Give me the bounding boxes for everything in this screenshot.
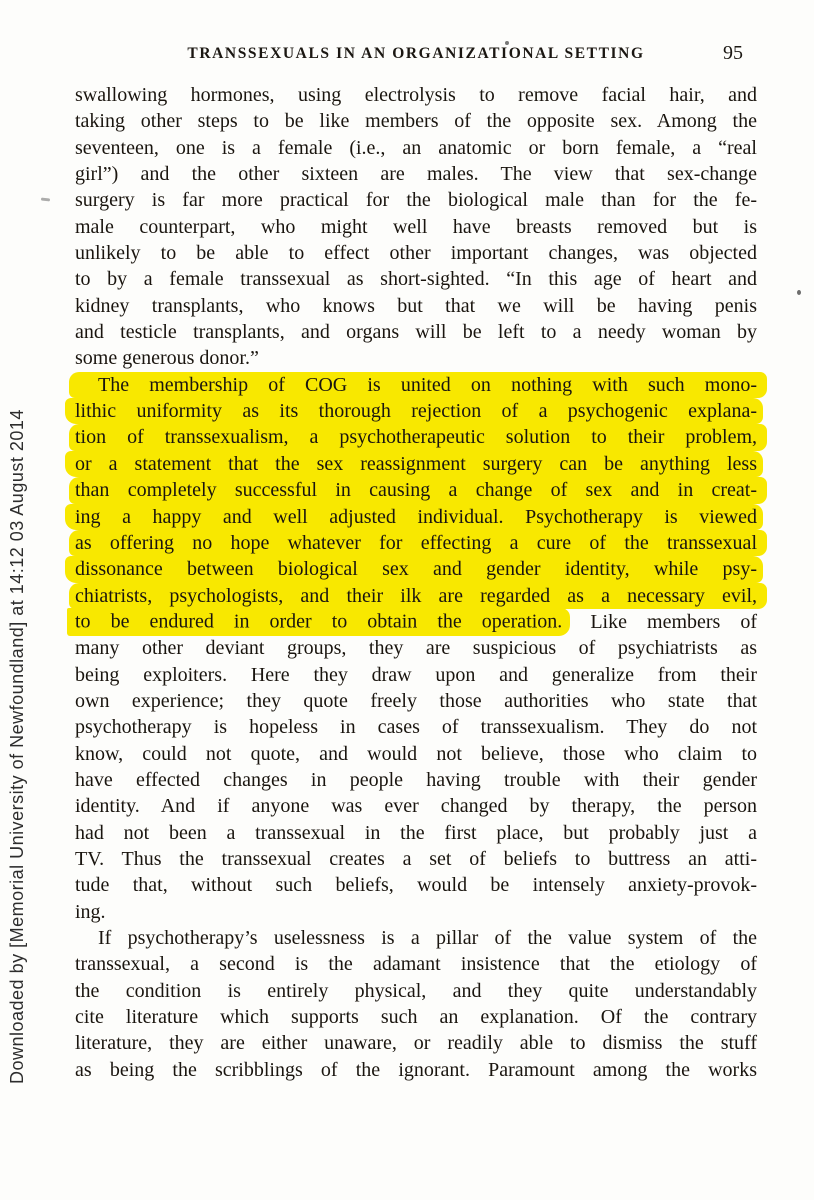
text-line: ing. bbox=[75, 900, 106, 923]
text-line bbox=[75, 609, 757, 635]
highlighted-text-line: dissonance between biological sex and gender identity, while psy- bbox=[65, 556, 763, 582]
highlighted-text-line: or a statement that the sex reassignment surgery can be anything less bbox=[65, 451, 763, 477]
page-number: 95 bbox=[723, 42, 743, 64]
text-line: swallowing hormones, using electrolysis to remove facial hair, and bbox=[75, 84, 757, 106]
text-line: and testicle transplants, and organs will be left to a needy woman by bbox=[75, 321, 757, 344]
scan-artifact-dash bbox=[41, 198, 50, 202]
text-line: TV. Thus the transsexual creates a set of beliefs to buttress an atti- bbox=[75, 847, 757, 870]
highlighted-text: to be endured in order to obtain the operation. bbox=[67, 608, 570, 636]
text-line: own experience; they quote freely those authorities who state that bbox=[75, 689, 757, 712]
download-watermark: Downloaded by [Memorial University of Newfoundland] at 14:12 03 August 2014 bbox=[7, 409, 27, 1084]
running-header bbox=[75, 42, 757, 64]
running-header-title: TRANSSEXUALS IN AN ORGANIZATIONAL SETTING bbox=[187, 45, 645, 62]
scan-artifact-dot bbox=[797, 290, 801, 295]
body-text bbox=[75, 82, 757, 1083]
scan-artifact-dot bbox=[77, 1046, 80, 1049]
text-line: male counterpart, who might well have breasts removed but is bbox=[75, 215, 757, 238]
text-line: many other deviant groups, they are suspicious of psychiatrists as bbox=[75, 637, 757, 660]
text-line: taking other steps to be like members of the opposite sex. Among the bbox=[75, 110, 757, 133]
highlighted-text-line: lithic uniformity as its thorough rejection of a psychogenic explana- bbox=[65, 398, 763, 424]
highlighted-text-line: The membership of COG is united on nothing with such mono- bbox=[69, 372, 767, 398]
text-line: cite literature which supports such an explanation. Of the contrary bbox=[75, 1006, 757, 1029]
highlighted-text-line: than completely successful in causing a change of sex and in creat- bbox=[69, 477, 767, 503]
text-line: literature, they are either unaware, or readily able to dismiss the stuff bbox=[75, 1032, 757, 1055]
text-line: as being the scribblings of the ignorant. Paramount among the works bbox=[75, 1058, 757, 1081]
text-line: tude that, without such beliefs, would be intensely anxiety-provok- bbox=[75, 874, 757, 897]
text-line: girl”) and the other sixteen are males. The view that sex-change bbox=[75, 163, 757, 186]
text-line: unlikely to be able to effect other important changes, was objected bbox=[75, 242, 757, 265]
text-line: surgery is far more practical for the biological male than for the fe- bbox=[75, 189, 757, 212]
text-line: psychotherapy is hopeless in cases of transsexualism. They do not bbox=[75, 716, 757, 739]
plain-text: Like members of bbox=[570, 610, 758, 633]
text-line: being exploiters. Here they draw upon and generalize from their bbox=[75, 663, 757, 686]
text-line: to by a female transsexual as short-sighted. “In this age of heart and bbox=[75, 268, 757, 291]
text-line: had not been a transsexual in the first place, but probably just a bbox=[75, 821, 757, 844]
text-line: know, could not quote, and would not believe, those who claim to bbox=[75, 742, 757, 765]
text-line: transsexual, a second is the adamant insistence that the etiology of bbox=[75, 953, 757, 976]
text-line: seventeen, one is a female (i.e., an anatomic or born female, a “real bbox=[75, 136, 757, 159]
highlighted-text-line: as offering no hope whatever for effecting a cure of the transsexual bbox=[69, 530, 767, 556]
text-line: have effected changes in people having trouble with their gender bbox=[75, 768, 757, 791]
highlighted-text-line: tion of transsexualism, a psychotherapeutic solution to their problem, bbox=[69, 424, 767, 450]
text-line: kidney transplants, who knows but that we will be having penis bbox=[75, 294, 757, 317]
highlighted-text-line: chiatrists, psychologists, and their ilk are regarded as a necessary evil, bbox=[69, 583, 767, 609]
text-line: identity. And if anyone was ever changed by therapy, the person bbox=[75, 795, 757, 818]
text-line: some generous donor.” bbox=[75, 347, 259, 370]
highlighted-text-line: ing a happy and well adjusted individual. Psychotherapy is viewed bbox=[65, 504, 763, 530]
text-line: the condition is entirely physical, and they quite understandably bbox=[75, 979, 757, 1002]
text-line: If psychotherapy’s uselessness is a pillar of the value system of the bbox=[98, 927, 757, 949]
scan-artifact-dot bbox=[505, 41, 509, 45]
